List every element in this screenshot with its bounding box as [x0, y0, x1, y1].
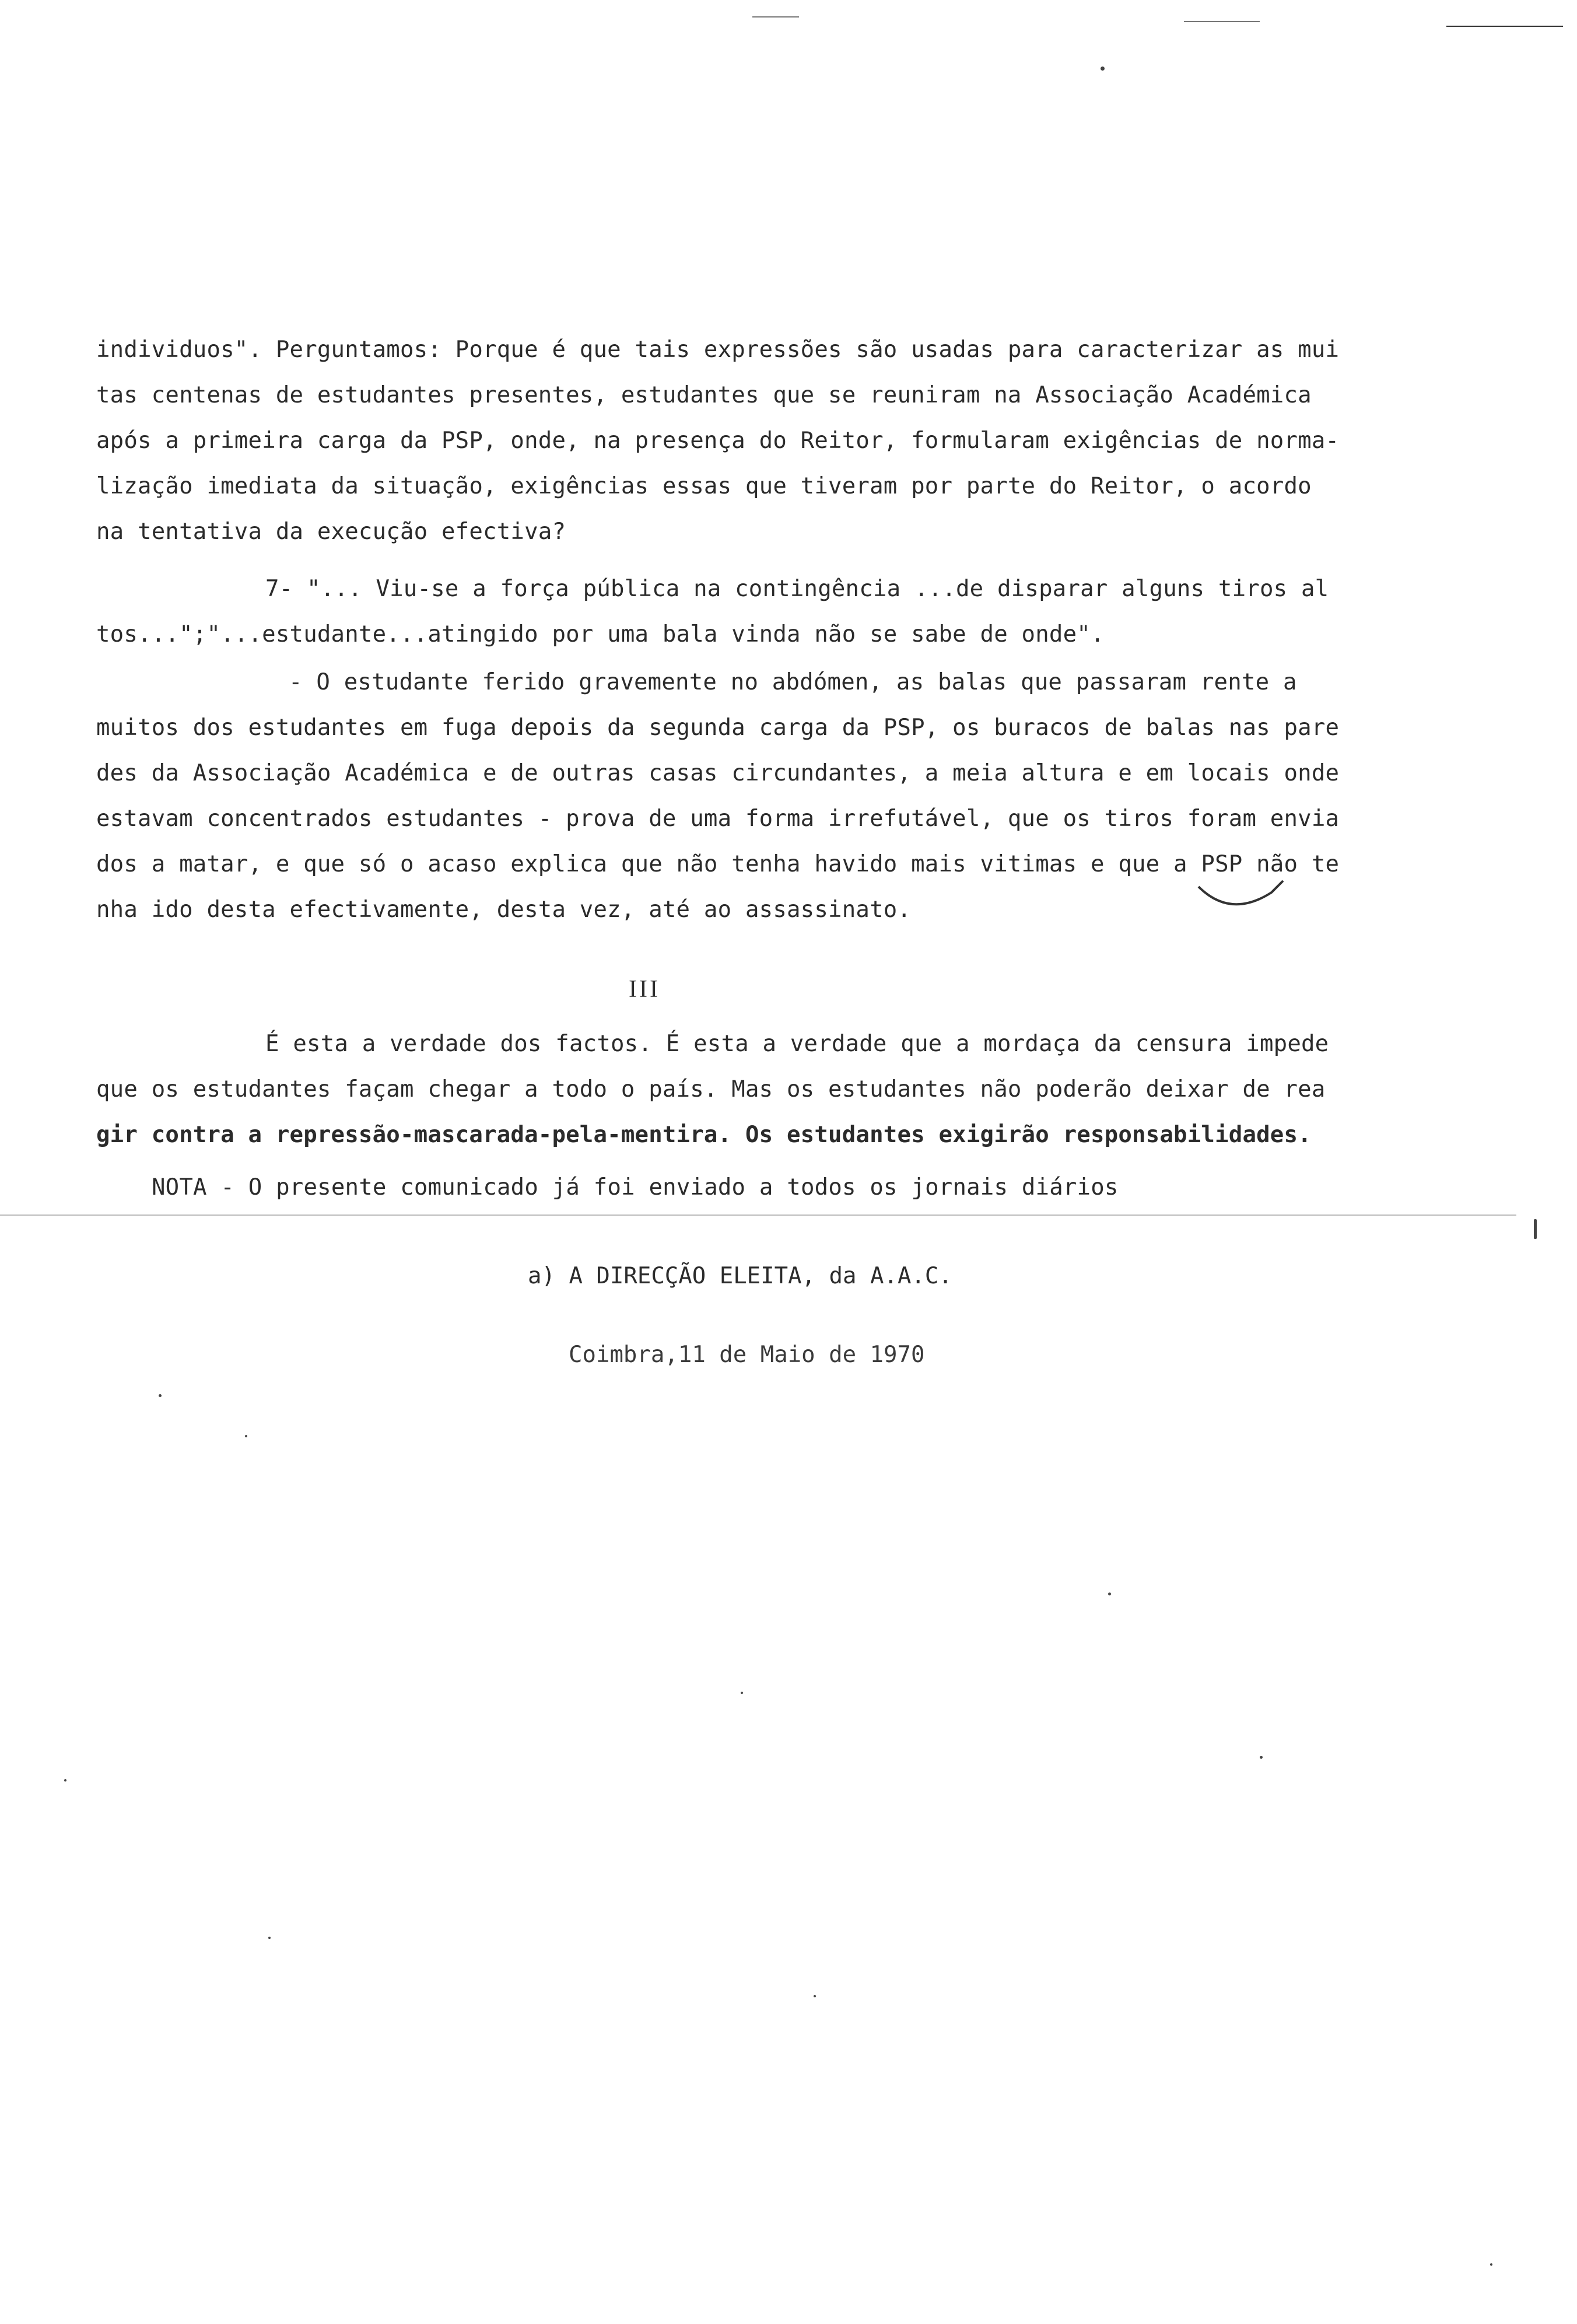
speck — [1101, 66, 1105, 71]
text-line: muitos dos estudantes em fuga depois da segunda carga da PSP, os buracos de balas nas pare — [96, 715, 1340, 741]
speck — [64, 1779, 66, 1782]
top-edge-mark — [752, 16, 799, 18]
speck — [245, 1435, 247, 1437]
speck — [268, 1937, 271, 1939]
speck — [741, 1692, 743, 1694]
top-edge-mark — [1446, 26, 1563, 27]
speck — [1534, 1219, 1537, 1239]
text-line: estavam concentrados estudantes - prova de uma forma irrefutável, que os tiros foram envia — [96, 806, 1340, 832]
date-line: Coimbra,11 de Maio de 1970 — [569, 1342, 925, 1368]
speck — [1108, 1592, 1111, 1595]
text-line: nha ido desta efectivamente, desta vez, até ao assassinato. — [96, 897, 912, 923]
speck — [1490, 2263, 1492, 2266]
top-edge-mark — [1184, 21, 1260, 22]
speck — [814, 1995, 816, 1997]
text-line: des da Associação Académica e de outras casas circundantes, a meia altura e em locais onde — [96, 760, 1340, 786]
text-line: gir contra a repressão-mascarada-pela-mentira. Os estudantes exigirão responsabilidades. — [96, 1122, 1312, 1148]
text-line: na tentativa da execução efectiva? — [96, 519, 566, 545]
text-line: após a primeira carga da PSP, onde, na presença do Reitor, formularam exigências de norma- — [96, 428, 1340, 454]
speck — [1260, 1756, 1263, 1759]
text-line: tos...";"...estudante...atingido por uma bala vinda não se sabe de onde". — [96, 621, 1105, 648]
speck — [159, 1394, 162, 1397]
text-line: É esta a verdade dos factos. É esta a verdade que a mordaça da censura impede — [265, 1031, 1329, 1057]
text-line: dos a matar, e que só o acaso explica que não tenha havido mais vitimas e que a PSP não te — [96, 851, 1340, 877]
text-line: - O estudante ferido gravemente no abdómen, as balas que passaram rente a — [289, 669, 1297, 695]
nota-line: NOTA - O presente comunicado já foi enviado a todos os jornais diários — [152, 1174, 1119, 1200]
text-line: que os estudantes façam chegar a todo o país. Mas os estudantes não poderão deixar de rea — [96, 1076, 1326, 1102]
text-line: individuos". Perguntamos: Porque é que tais expressões são usadas para caracterizar as mui — [96, 337, 1340, 363]
signature: a) A DIRECÇÃO ELEITA, da A.A.C. — [528, 1263, 952, 1289]
section-heading: III — [629, 976, 660, 1003]
handwritten-mark — [1196, 875, 1289, 916]
text-line: tas centenas de estudantes presentes, estudantes que se reuniram na Associação Académica — [96, 382, 1312, 408]
text-line: 7- "... Viu-se a força pública na contingência ...de disparar alguns tiros al — [265, 576, 1329, 602]
scan-line — [0, 1214, 1516, 1216]
text-line: lização imediata da situação, exigências essas que tiveram por parte do Reitor, o acordo — [96, 473, 1312, 499]
